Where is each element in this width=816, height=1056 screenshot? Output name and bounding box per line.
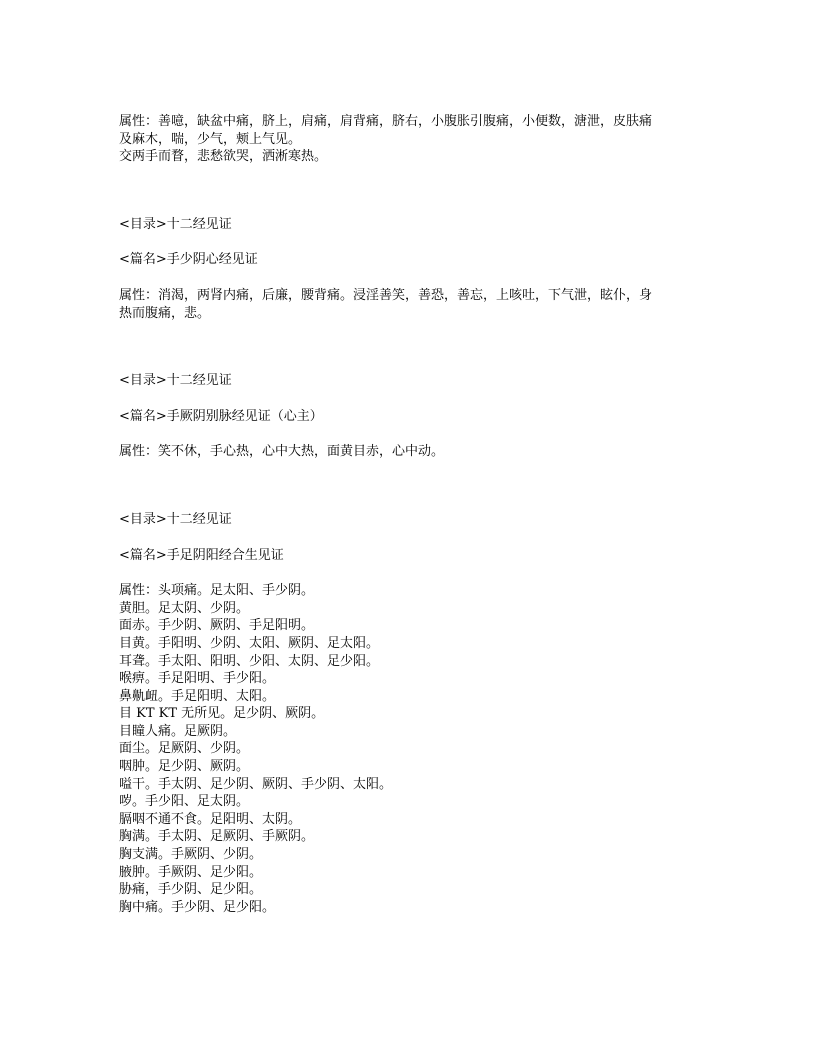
symptom-line: 喉痹。手足阳明、手少阳。 [119, 671, 276, 687]
chapter-title: <篇名>手厥阴别脉经见证（心主） [119, 408, 323, 424]
catalog-heading: <目录>十二经见证 [119, 373, 232, 389]
symptom-line: 黄胆。足太阴、少阴。 [119, 600, 250, 616]
section-1 [119, 113, 709, 166]
symptom-line: 目 KT KT 无所见。足少阴、厥阴。 [119, 706, 325, 722]
symptom-line: 腋肿。手厥阴、足少阳。 [119, 864, 263, 880]
symptom-line: 胁痛，手少阴、足少阳。 [119, 882, 263, 898]
symptom-line: 嗌干。手太阴、足少阴、厥阴、手少阴、太阳。 [119, 776, 393, 792]
attribute-line: 属性：善噫，缺盆中痛，脐上，肩痛，肩背痛，脐右，小腹胀引腹痛，小便数，溏泄，皮肤痛 [119, 114, 653, 129]
symptom-line: 目瞳人痛。足厥阴。 [119, 723, 237, 739]
section-4 [119, 511, 709, 916]
symptom-line: 鼻鼽衄。手足阳明、太阳。 [119, 688, 276, 704]
symptom-line: 面尘。足厥阴、少阴。 [119, 741, 250, 757]
attribute-line: 属性：笑不休，手心热，心中大热，面黄目赤，心中动。 [119, 444, 445, 460]
catalog-heading: <目录>十二经见证 [119, 216, 232, 232]
chapter-title: <篇名>手足阴阳经合生见证 [119, 547, 284, 563]
document-page [119, 113, 709, 916]
symptom-line: 胸支满。手厥阴、少阴。 [119, 847, 263, 863]
attribute-line: 及麻木，喘，少气，颊上气见。 [119, 131, 302, 147]
text-line: 交两手而瞀，悲愁欲哭，洒淅寒热。 [119, 149, 328, 165]
symptom-line: 耳聋。手太阳、阳明、少阳、太阴、足少阳。 [119, 653, 380, 669]
attribute-line: 热而腹痛，悲。 [119, 305, 211, 321]
symptom-line: 哕。手少阳、足太阴。 [119, 794, 250, 810]
chapter-title: <篇名>手少阴心经见证 [119, 252, 258, 268]
symptom-line: 属性：头项痛。足太阳、手少阴。 [119, 583, 315, 599]
attribute-line: 属性：消渴，两肾内痛，后廉，腰背痛。浸淫善笑，善恐，善忘，上咳吐，下气泄，眩仆，身 [119, 287, 653, 303]
catalog-heading: <目录>十二经见证 [119, 511, 232, 527]
section-3 [119, 372, 709, 461]
symptom-line: 咽肿。足少阴、厥阴。 [119, 759, 250, 775]
section-2 [119, 216, 709, 322]
symptom-line: 面赤。手少阴、厥阴、手足阳明。 [119, 618, 315, 634]
symptom-line: 目黄。手阳明、少阴、太阳、厥阴、足太阳。 [119, 635, 380, 651]
symptom-line: 膈咽不通不食。足阳明、太阴。 [119, 811, 302, 827]
symptom-line: 胸满。手太阴、足厥阴、手厥阴。 [119, 829, 315, 845]
symptom-line: 胸中痛。手少阴、足少阳。 [119, 899, 276, 915]
symptom-list [119, 582, 709, 916]
